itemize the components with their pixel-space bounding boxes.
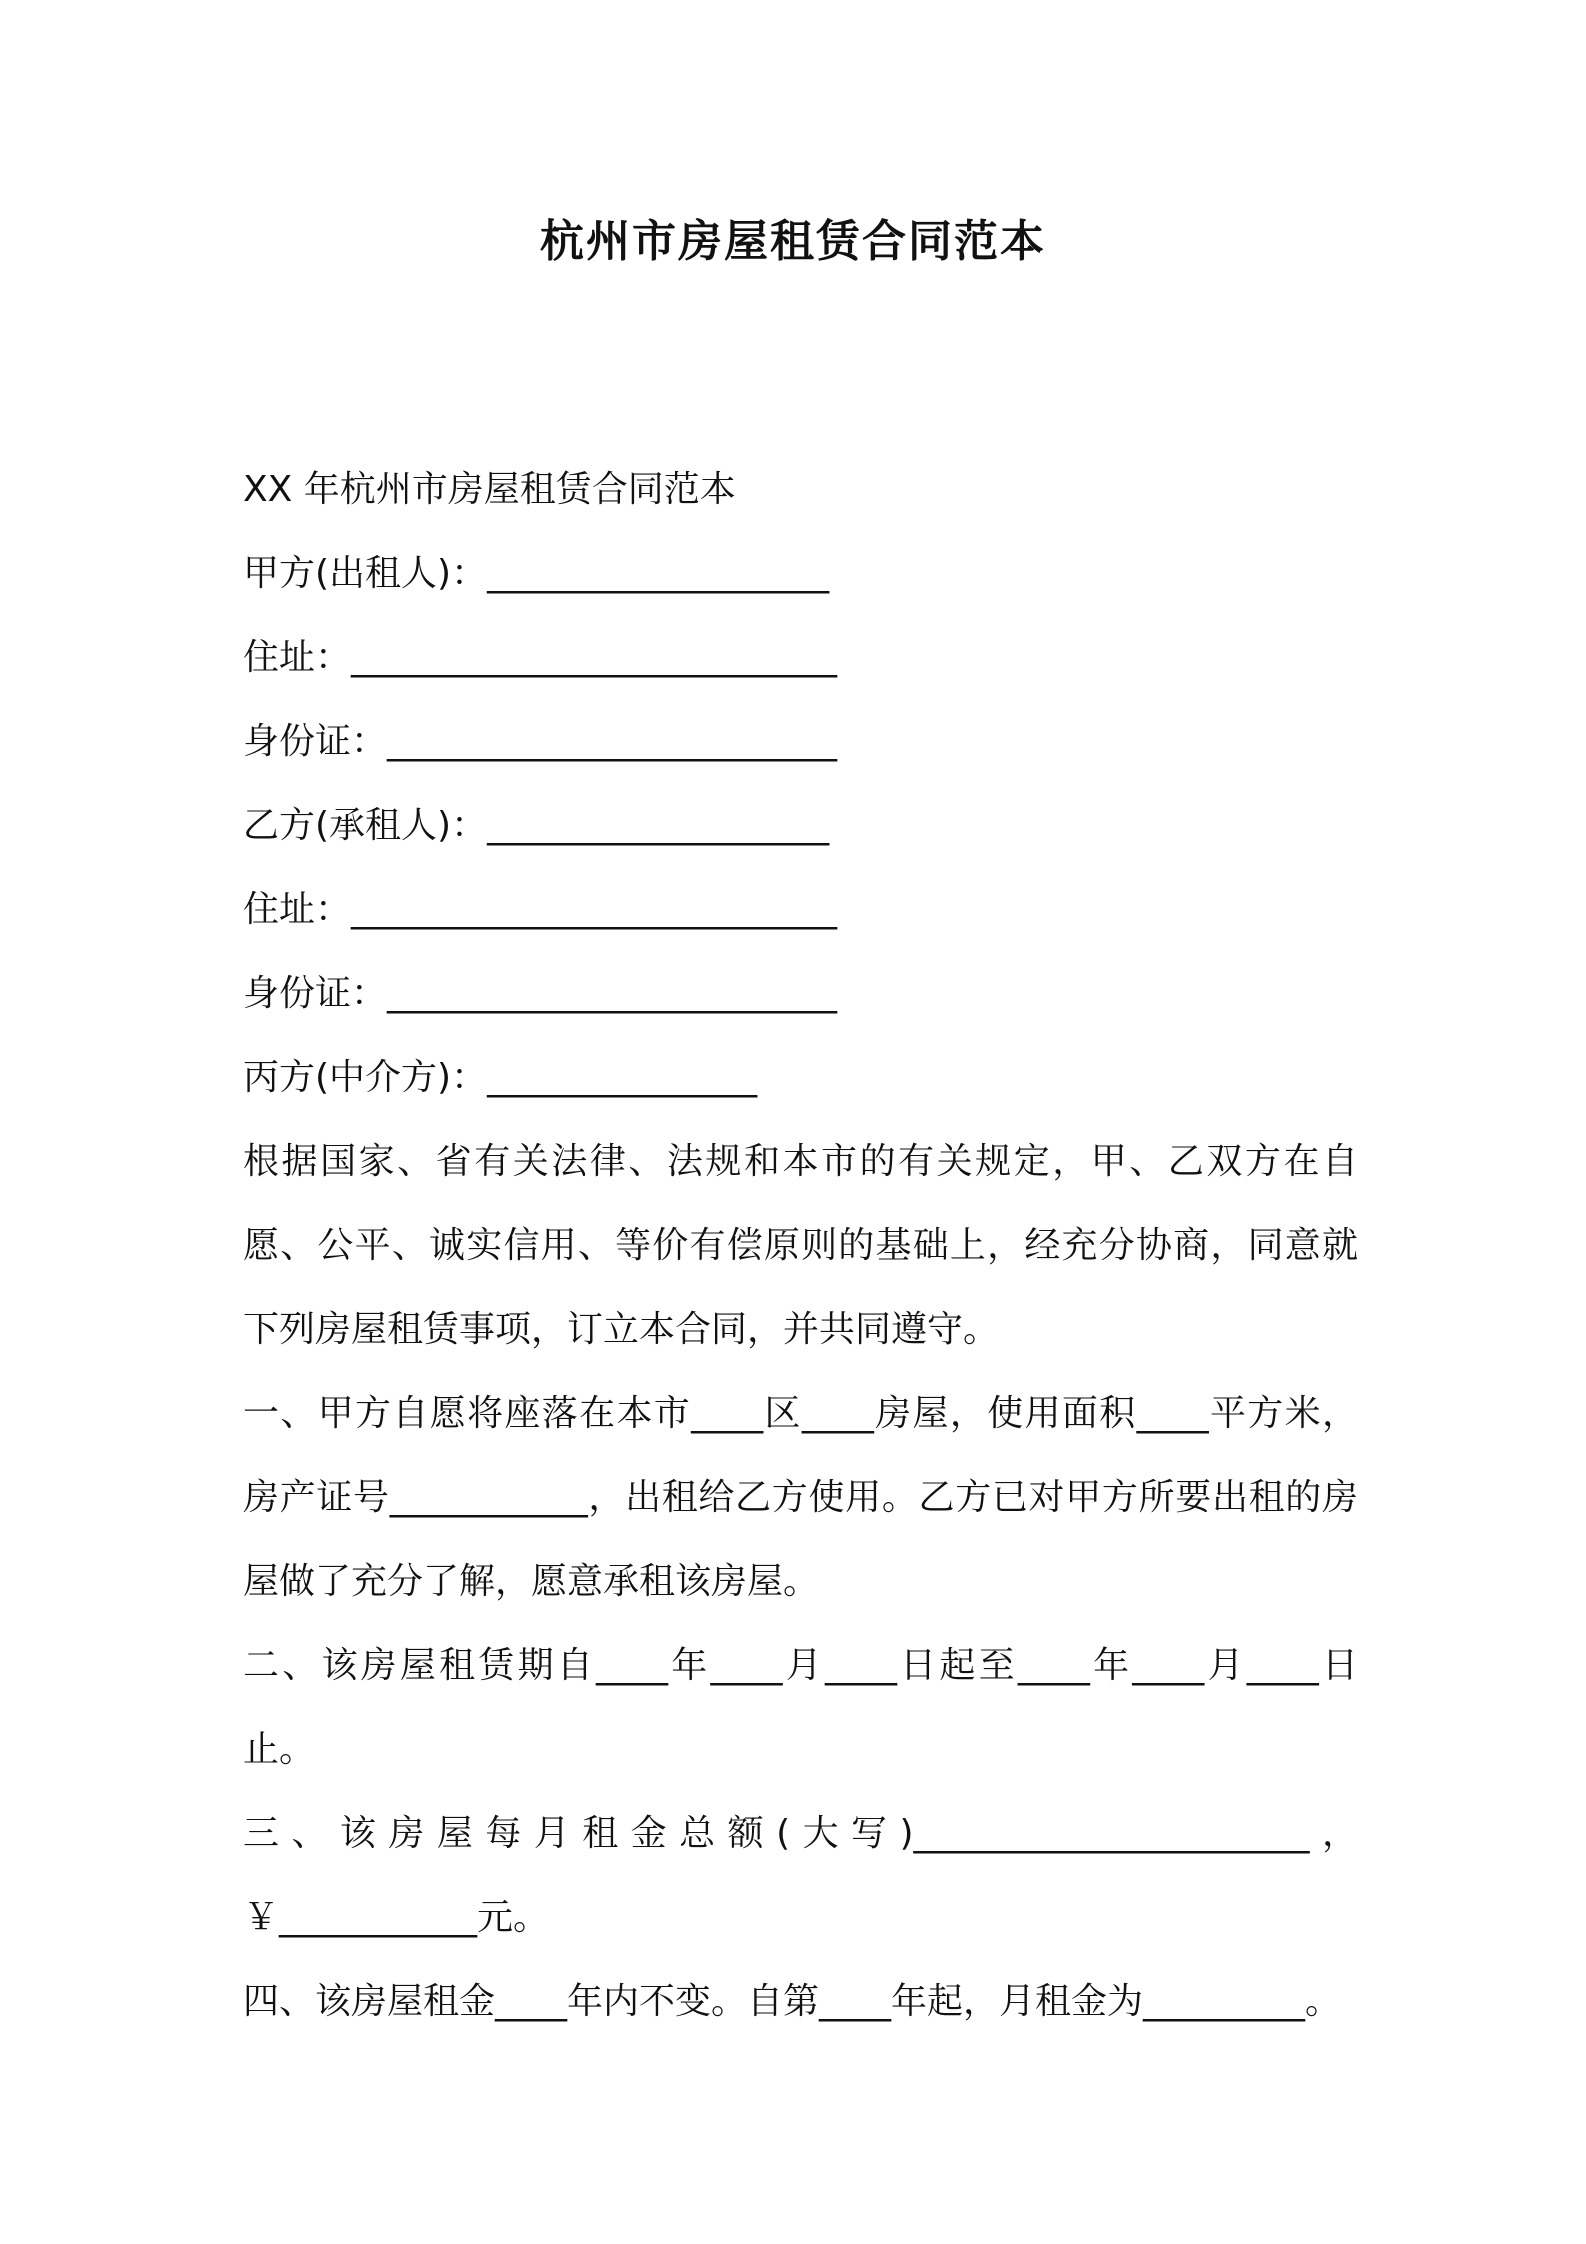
document-body: [243, 448, 1363, 2044]
clause-2-paragraph: 二、该房屋租赁期自____年____月____日起至____年____月____日止。: [243, 1645, 1358, 1770]
party-b-field: 乙方(承租人)：___________________: [243, 805, 830, 846]
clause-3-paragraph: 三、该房屋每月租金总额(大写)______________________，￥___________元。: [243, 1813, 1358, 1938]
document-title: 杭州市房屋租赁合同范本: [540, 216, 1046, 267]
document-subtitle: XX 年杭州市房屋租赁合同范本: [243, 469, 736, 510]
party-b-address-field: 住址：___________________________: [243, 889, 838, 930]
party-a-field: 甲方(出租人)：___________________: [243, 553, 830, 594]
clause-4-paragraph: 四、该房屋租金____年内不变。自第____年起，月租金为_________。: [243, 1981, 1342, 2022]
party-b-id-field: 身份证：_________________________: [243, 973, 838, 1014]
party-a-id-field: 身份证：_________________________: [243, 721, 838, 762]
party-c-field: 丙方(中介方)：_______________: [243, 1057, 758, 1098]
party-a-address-field: 住址：___________________________: [243, 637, 838, 678]
preamble-paragraph: 根据国家、省有关法律、法规和本市的有关规定，甲、乙双方在自愿、公平、诚实信用、等价有偿原则的基础上，经充分协商，同意就下列房屋租赁事项，订立本合同，并共同遵守。: [243, 1141, 1358, 1350]
clause-1-paragraph: 一、甲方自愿将座落在本市____区____房屋，使用面积____平方米，房产证号___________，出租给乙方使用。乙方已对甲方所要出租的房屋做了充分了解，愿意承租该房屋。: [243, 1393, 1358, 1602]
